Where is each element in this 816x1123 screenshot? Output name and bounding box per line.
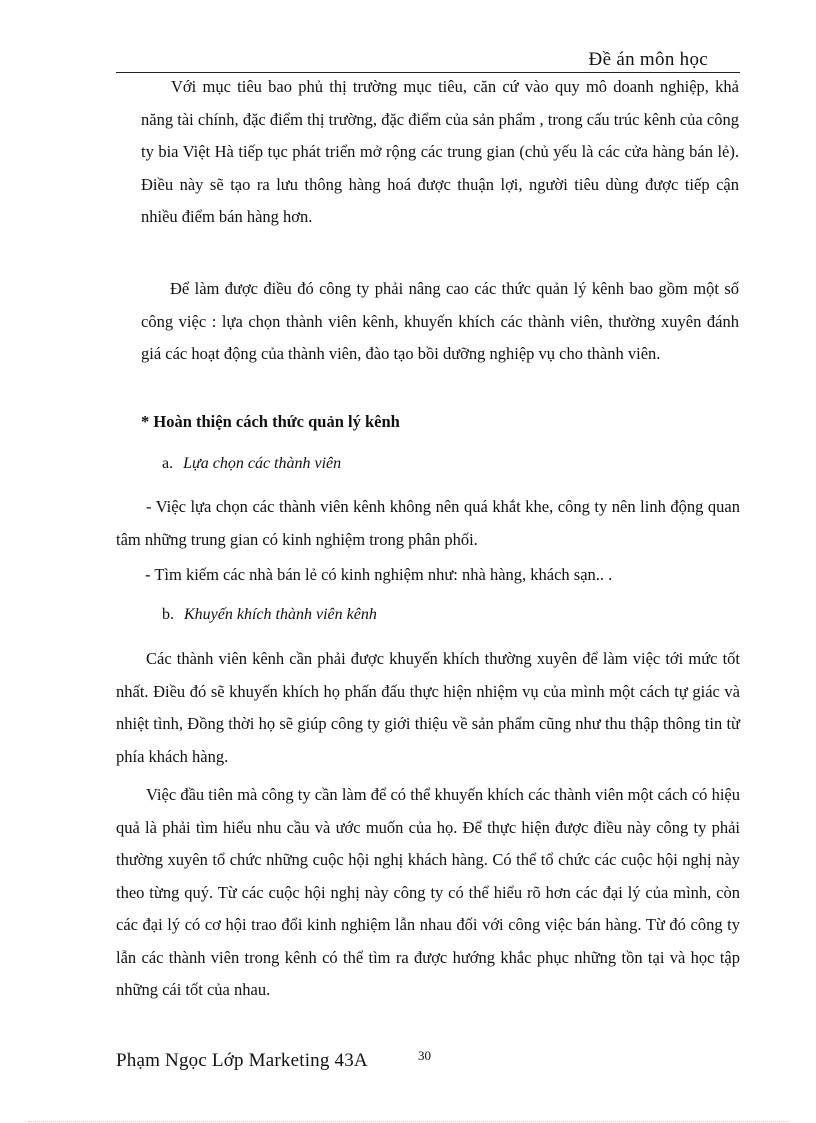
page-number: 30 (418, 1048, 431, 1063)
paragraph-intro: Với mục tiêu bao phủ thị trường mục tiêu, căn cứ vào quy mô doanh nghiệp, khả năng tài chính, đặc điểm thị trường, đặc điểm của sản phẩm , trong cấu trúc kênh của công ty bia Việt Hà tiếp tục phát triển mở rộng các trung gian (chủ yếu là các cửa hàng bán lẻ). Điều này sẽ tạo ra lưu thông hàng hoá được thuận lợi, người tiêu dùng được tiếp cận nhiều điểm bán hàng hơn. (141, 77, 739, 226)
page-bottom-edge (28, 1121, 788, 1122)
paragraph-member-selection: - Việc lựa chọn các thành viên kênh không nên quá khắt khe, công ty nên linh động quan tâm những trung gian có kinh nghiệm trong phân phối. (116, 497, 740, 549)
subsection-b-marker: b. (162, 606, 174, 623)
section-heading: * Hoàn thiện cách thức quản lý kênh (141, 412, 400, 431)
paragraph-customer-conferences: Việc đầu tiên mà công ty cần làm để có thể khuyến khích các thành viên một cách có hiệu quả là phải tìm hiểu nhu cầu và ước muốn của họ. Để thực hiện được điều này công ty phải thường xuyên tổ chức những cuộc hội nghị khách hàng. Có thể tổ chức các cuộc hội nghị này theo từng quý. Từ các cuộc hội nghị này công ty có thể hiểu rõ hơn các đại lý của mình, còn các đại lý có cơ hội trao đổi kinh nghiệm lẫn nhau đối với công việc bán hàng. Từ đó công ty lẫn các thành viên trong kênh có thể tìm ra được hướng khắc phục những tồn tại và học tập những cái tốt của nhau. (116, 785, 740, 999)
subsection-a-heading (162, 455, 341, 473)
paragraph-channel-management: Để làm được điều đó công ty phải nâng cao các thức quản lý kênh bao gồm một số công việc : lựa chọn thành viên kênh, khuyến khích các thành viên, thường xuyên đánh giá các hoạt động của thành viên, đào tạo bồi dưỡng nghiệp vụ cho thành viên. (141, 279, 739, 363)
subsection-a-marker: a. (162, 455, 174, 472)
header-title: Đề án môn học (588, 49, 708, 70)
subsection-a-title: Lựa chọn các thành viên (183, 455, 342, 472)
subsection-b-title: Khuyến khích thành viên kênh (184, 606, 377, 623)
paragraph-member-motivation: Các thành viên kênh cần phải được khuyến khích thường xuyên để làm việc tới mức tốt nhất. Điều đó sẽ khuyến khích họ phấn đấu thực hiện nhiệm vụ của mình một cách tự giác và nhiệt tình, Đồng thời họ sẽ giúp công ty giới thiệu về sản phẩm cũng như thu thập thông tin từ phía khách hàng. (116, 649, 740, 766)
subsection-b-heading (162, 606, 377, 624)
footer-author: Phạm Ngọc Lớp Marketing 43A (116, 1050, 368, 1071)
paragraph-retailer-search: - Tìm kiếm các nhà bán lẻ có kinh nghiệm như: nhà hàng, khách sạn.. . (145, 565, 613, 584)
